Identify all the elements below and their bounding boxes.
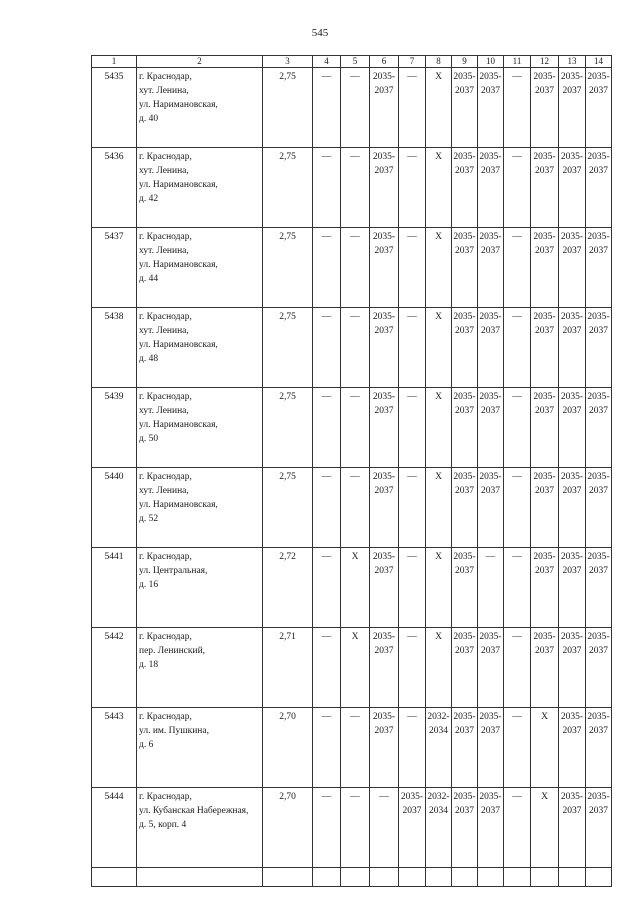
address-line: д. 44	[139, 274, 159, 284]
address-line: д. 6	[139, 740, 154, 750]
period-cell: 2035- 2037	[559, 308, 586, 388]
period-cell: —	[399, 548, 426, 628]
period-cell: 2035- 2037	[478, 308, 504, 388]
address-line: ул. Наримановская,	[139, 180, 218, 190]
table-body	[92, 68, 612, 887]
period-cell: —	[504, 308, 531, 388]
address-line: ул. Наримановская,	[139, 100, 218, 110]
period-cell: 2035- 2037	[586, 628, 612, 708]
register-table	[91, 55, 612, 887]
value-cell: 2,75	[263, 68, 313, 148]
period-cell: —	[313, 228, 341, 308]
value-cell: 2,70	[263, 788, 313, 868]
address-line: д. 42	[139, 194, 159, 204]
period-cell: —	[341, 388, 370, 468]
address-line: ул. Наримановская,	[139, 340, 218, 350]
period-cell: —	[313, 68, 341, 148]
blank-cell	[263, 868, 313, 887]
address-cell	[137, 388, 263, 468]
period-cell: X	[341, 628, 370, 708]
address-line: г. Краснодар,	[139, 232, 192, 242]
column-header: 2	[137, 56, 263, 68]
blank-cell	[452, 868, 478, 887]
address-line: д. 40	[139, 114, 159, 124]
address-cell	[137, 68, 263, 148]
row-id: 5441	[92, 548, 137, 628]
table-row-blank	[92, 868, 612, 887]
period-cell: 2035- 2037	[559, 68, 586, 148]
period-cell: 2035- 2037	[452, 788, 478, 868]
period-cell: —	[341, 708, 370, 788]
column-header: 6	[370, 56, 399, 68]
period-cell: 2035- 2037	[452, 308, 478, 388]
period-cell: 2035- 2037	[586, 228, 612, 308]
address-line: ул. Наримановская,	[139, 500, 218, 510]
period-cell: 2035- 2037	[559, 228, 586, 308]
period-cell: 2035- 2037	[586, 548, 612, 628]
period-cell: 2035- 2037	[531, 68, 559, 148]
period-cell: —	[341, 308, 370, 388]
period-cell: —	[504, 148, 531, 228]
period-cell: —	[341, 68, 370, 148]
row-id: 5436	[92, 148, 137, 228]
address-cell	[137, 628, 263, 708]
row-id: 5440	[92, 468, 137, 548]
period-cell: —	[504, 708, 531, 788]
period-cell: —	[399, 68, 426, 148]
period-cell: 2035- 2037	[478, 468, 504, 548]
address-cell	[137, 148, 263, 228]
period-cell: —	[504, 388, 531, 468]
period-cell: 2035- 2037	[478, 628, 504, 708]
address-line: г. Краснодар,	[139, 552, 192, 562]
period-cell: —	[399, 308, 426, 388]
address-line: ул. Кубанская Набережная,	[139, 806, 249, 816]
column-header: 11	[504, 56, 531, 68]
period-cell: —	[313, 468, 341, 548]
table-row	[92, 468, 612, 548]
period-cell: 2035- 2037	[370, 148, 399, 228]
table-row	[92, 788, 612, 868]
period-cell: 2035- 2037	[370, 68, 399, 148]
period-cell: 2035- 2037	[586, 148, 612, 228]
table-row	[92, 148, 612, 228]
table-row	[92, 228, 612, 308]
blank-cell	[559, 868, 586, 887]
value-cell: 2,75	[263, 468, 313, 548]
table-row	[92, 548, 612, 628]
period-cell: 2035- 2037	[586, 788, 612, 868]
address-line: хут. Ленина,	[139, 166, 189, 176]
period-cell: —	[341, 468, 370, 548]
address-line: хут. Ленина,	[139, 246, 189, 256]
address-cell	[137, 788, 263, 868]
period-cell: —	[370, 788, 399, 868]
column-header: 14	[586, 56, 612, 68]
address-line: г. Краснодар,	[139, 312, 192, 322]
period-cell: X	[426, 628, 452, 708]
period-cell: 2035- 2037	[478, 228, 504, 308]
blank-cell	[478, 868, 504, 887]
period-cell: 2035- 2037	[452, 468, 478, 548]
address-line: ул. Наримановская,	[139, 260, 218, 270]
period-cell: 2035- 2037	[452, 708, 478, 788]
period-cell: 2035- 2037	[559, 708, 586, 788]
period-cell: 2035- 2037	[370, 468, 399, 548]
period-cell: 2035- 2037	[452, 148, 478, 228]
period-cell: 2035- 2037	[559, 148, 586, 228]
table-row	[92, 628, 612, 708]
period-cell: 2035- 2037	[370, 628, 399, 708]
row-id: 5439	[92, 388, 137, 468]
period-cell: X	[426, 308, 452, 388]
period-cell: —	[504, 468, 531, 548]
period-cell: 2035- 2037	[399, 788, 426, 868]
address-line: хут. Ленина,	[139, 486, 189, 496]
address-cell	[137, 228, 263, 308]
page-number: 545	[311, 27, 329, 39]
address-line: г. Краснодар,	[139, 152, 192, 162]
period-cell: 2035- 2037	[586, 68, 612, 148]
address-line: ул. им. Пушкина,	[139, 726, 209, 736]
blank-cell	[92, 868, 137, 887]
period-cell: 2035- 2037	[370, 388, 399, 468]
blank-cell	[426, 868, 452, 887]
column-header: 12	[531, 56, 559, 68]
period-cell: 2035- 2037	[559, 788, 586, 868]
blank-cell	[341, 868, 370, 887]
table-row	[92, 708, 612, 788]
period-cell: 2035- 2037	[531, 548, 559, 628]
period-cell: 2035- 2037	[531, 228, 559, 308]
address-line: г. Краснодар,	[139, 792, 192, 802]
address-cell	[137, 548, 263, 628]
period-cell: 2035- 2037	[586, 708, 612, 788]
address-line: хут. Ленина,	[139, 406, 189, 416]
address-line: г. Краснодар,	[139, 72, 192, 82]
period-cell: 2035- 2037	[452, 548, 478, 628]
address-line: д. 18	[139, 660, 159, 670]
address-line: д. 50	[139, 434, 159, 444]
blank-cell	[586, 868, 612, 887]
period-cell: —	[504, 788, 531, 868]
period-cell: 2035- 2037	[586, 308, 612, 388]
period-cell: 2035- 2037	[370, 708, 399, 788]
blank-cell	[137, 868, 263, 887]
period-cell: —	[504, 68, 531, 148]
row-id: 5438	[92, 308, 137, 388]
address-line: г. Краснодар,	[139, 472, 192, 482]
blank-cell	[313, 868, 341, 887]
blank-cell	[531, 868, 559, 887]
header-row	[92, 56, 612, 68]
period-cell: X	[426, 148, 452, 228]
column-header: 7	[399, 56, 426, 68]
column-header: 10	[478, 56, 504, 68]
address-line: д. 52	[139, 514, 159, 524]
period-cell: —	[313, 308, 341, 388]
address-line: г. Краснодар,	[139, 712, 192, 722]
period-cell: —	[341, 788, 370, 868]
period-cell: —	[399, 148, 426, 228]
table-row	[92, 308, 612, 388]
row-id: 5442	[92, 628, 137, 708]
period-cell: 2035- 2037	[370, 308, 399, 388]
period-cell: 2035- 2037	[452, 228, 478, 308]
column-header: 8	[426, 56, 452, 68]
column-header: 13	[559, 56, 586, 68]
address-cell	[137, 308, 263, 388]
period-cell: 2035- 2037	[370, 228, 399, 308]
period-cell: 2035- 2037	[531, 308, 559, 388]
period-cell: 2035- 2037	[531, 468, 559, 548]
row-id: 5444	[92, 788, 137, 868]
period-cell: X	[426, 68, 452, 148]
table-row	[92, 68, 612, 148]
period-cell: 2035- 2037	[452, 68, 478, 148]
period-cell: —	[504, 228, 531, 308]
period-cell: 2035- 2037	[478, 148, 504, 228]
period-cell: 2035- 2037	[586, 388, 612, 468]
value-cell: 2,70	[263, 708, 313, 788]
row-id: 5443	[92, 708, 137, 788]
period-cell: 2035- 2037	[478, 68, 504, 148]
period-cell: —	[313, 388, 341, 468]
period-cell: 2035- 2037	[559, 388, 586, 468]
period-cell: 2035- 2037	[452, 388, 478, 468]
address-line: пер. Ленинский,	[139, 646, 206, 656]
period-cell: —	[313, 548, 341, 628]
period-cell: 2035- 2037	[478, 708, 504, 788]
period-cell: 2032- 2034	[426, 708, 452, 788]
period-cell: 2035- 2037	[531, 388, 559, 468]
table-row	[92, 388, 612, 468]
blank-cell	[504, 868, 531, 887]
period-cell: —	[341, 148, 370, 228]
column-header: 4	[313, 56, 341, 68]
blank-cell	[370, 868, 399, 887]
period-cell: X	[426, 468, 452, 548]
period-cell: 2035- 2037	[559, 628, 586, 708]
period-cell: 2035- 2037	[559, 548, 586, 628]
period-cell: —	[399, 388, 426, 468]
address-line: г. Краснодар,	[139, 632, 192, 642]
value-cell: 2,75	[263, 308, 313, 388]
value-cell: 2,75	[263, 148, 313, 228]
period-cell: —	[399, 468, 426, 548]
period-cell: 2035- 2037	[559, 468, 586, 548]
address-cell	[137, 468, 263, 548]
period-cell: —	[399, 228, 426, 308]
column-header: 5	[341, 56, 370, 68]
value-cell: 2,72	[263, 548, 313, 628]
row-id: 5435	[92, 68, 137, 148]
address-line: д. 5, корп. 4	[139, 820, 187, 830]
column-header: 9	[452, 56, 478, 68]
value-cell: 2,71	[263, 628, 313, 708]
address-line: ул. Центральная,	[139, 566, 208, 576]
value-cell: 2,75	[263, 228, 313, 308]
row-id: 5437	[92, 228, 137, 308]
period-cell: X	[531, 788, 559, 868]
period-cell: —	[313, 708, 341, 788]
address-line: ул. Наримановская,	[139, 420, 218, 430]
period-cell: 2035- 2037	[452, 628, 478, 708]
period-cell: —	[399, 628, 426, 708]
period-cell: 2035- 2037	[586, 468, 612, 548]
period-cell: 2035- 2037	[478, 388, 504, 468]
period-cell: —	[504, 628, 531, 708]
period-cell: —	[504, 548, 531, 628]
period-cell: 2035- 2037	[370, 548, 399, 628]
period-cell: 2035- 2037	[531, 628, 559, 708]
period-cell: 2035- 2037	[478, 788, 504, 868]
period-cell: —	[313, 788, 341, 868]
period-cell: X	[341, 548, 370, 628]
blank-cell	[399, 868, 426, 887]
address-line: д. 16	[139, 580, 159, 590]
address-line: г. Краснодар,	[139, 392, 192, 402]
value-cell: 2,75	[263, 388, 313, 468]
column-header: 3	[263, 56, 313, 68]
period-cell: —	[341, 228, 370, 308]
period-cell: —	[313, 148, 341, 228]
period-cell: 2032- 2034	[426, 788, 452, 868]
address-line: д. 48	[139, 354, 159, 364]
period-cell: X	[426, 548, 452, 628]
period-cell: —	[399, 708, 426, 788]
column-header: 1	[92, 56, 137, 68]
address-cell	[137, 708, 263, 788]
period-cell: —	[478, 548, 504, 628]
period-cell: X	[426, 228, 452, 308]
period-cell: X	[426, 388, 452, 468]
address-line: хут. Ленина,	[139, 326, 189, 336]
period-cell: 2035- 2037	[531, 148, 559, 228]
address-line: хут. Ленина,	[139, 86, 189, 96]
period-cell: X	[531, 708, 559, 788]
period-cell: —	[313, 628, 341, 708]
